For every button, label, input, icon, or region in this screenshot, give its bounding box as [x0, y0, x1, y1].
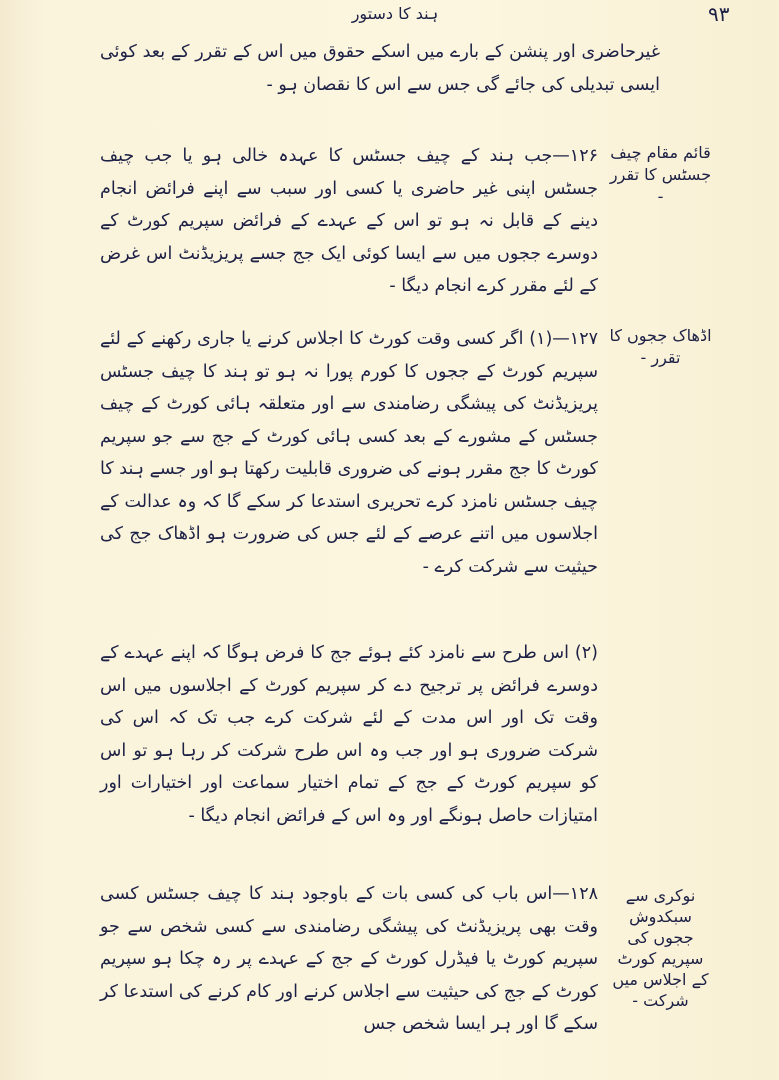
article-127-clause-2-block — [100, 637, 598, 832]
article-128-text: ۱۲۸—اس باب کی کسی بات کے باوجود ہند کا چیف جسٹس کسی وقت بھی پریزیڈنٹ کی پیشگی رضامندی سے کسی شخص سے جو سپریم کورٹ یا فیڈرل کورٹ کے جج کے عہدے پر رہ چکا ہو سپریم کورٹ کے جج کی حیثیت سے اجلاس کرنے اور کام کرنے کی استدعا کر سکے گا اور ہر ایسا شخص جس — [100, 884, 598, 1034]
intro-paragraph: غیرحاضری اور پنشن کے بارے میں اسکے حقوق میں اس کے تقرر کے بعد کوئی ایسی تبدیلی کی جائے گی جس سے اس کا نقصان ہو - — [100, 42, 660, 95]
running-header-title: ہند کا دستور — [351, 4, 439, 23]
margin-note-article-126: قائم مقام چیف جسٹس کا تقرر - — [609, 143, 712, 206]
article-126-text: ۱۲۶—جب ہند کے چیف جسٹس کا عہدہ خالی ہو یا جب چیف جسٹس اپنی غیر حاضری یا کسی اور سبب سے اپنے فرائض انجام دینے کے قابل نہ ہو تو اس کے عہدے کے فرائض سپریم کورٹ کے دوسرے ججوں میں سے ایسا کوئی ایک جج جسے پریزیڈنٹ اس غرض کے لئے مقرر کرے انجام دیگا - — [100, 146, 598, 296]
article-128-block — [100, 878, 598, 1041]
article-126-block — [100, 140, 598, 303]
page-number: ۹۳ — [708, 2, 730, 26]
article-127-clause-1-text: ۱۲۷—(۱) اگر کسی وقت کورٹ کا اجلاس کرنے یا جاری رکھنے کے لئے سپریم کورٹ کے ججوں کا کورم پورا نہ ہو تو ہند کا چیف جسٹس پریزیڈنٹ کی پیشگی رضامندی سے اور متعلقہ ہائی کورٹ کے چیف جسٹس کے مشورے کے بعد کسی ہائی کورٹ کے جج سے جو سپریم کورٹ کا جج مقرر ہونے کی ضروری قابلیت رکھتا ہو اور جسے ہند کا چیف جسٹس نامزد کرے تحریری استدعا کر سکے گا کہ وہ عدالت کے اجلاسوں میں اتنے عرصے کے لئے جس کی ضرورت ہو اڈھاک جج کی حیثیت سے شرکت کرے - — [100, 329, 598, 577]
margin-note-article-127: اڈھاک ججوں کا تقرر - — [609, 326, 712, 367]
intro-paragraph-block — [100, 36, 660, 101]
margin-note-article-128: نوکری سے سبکدوش ججوں کی سپریم کورٹ کے اجلاس میں شرکت - — [612, 886, 709, 1010]
article-127-clause-1-block — [100, 323, 598, 583]
article-127-clause-2-text: (۲) اس طرح سے نامزد کئے ہوئے جج کا فرض ہوگا کہ اپنے عہدے کے دوسرے فرائض پر ترجیح دے کر سپریم کورٹ کے اجلاسوں میں اس وقت تک اور اس مدت کے لئے شرکت کرے جب تک کہ اس کی شرکت ضروری ہو اور جب وہ اس طرح شرکت کر رہا ہو تو اس کو سپریم کورٹ کے جج کے تمام اختیار سماعت اور اختیارات اور امتیازات حاصل ہونگے اور وہ اس کے فرائض انجام دیگا - — [100, 643, 598, 826]
